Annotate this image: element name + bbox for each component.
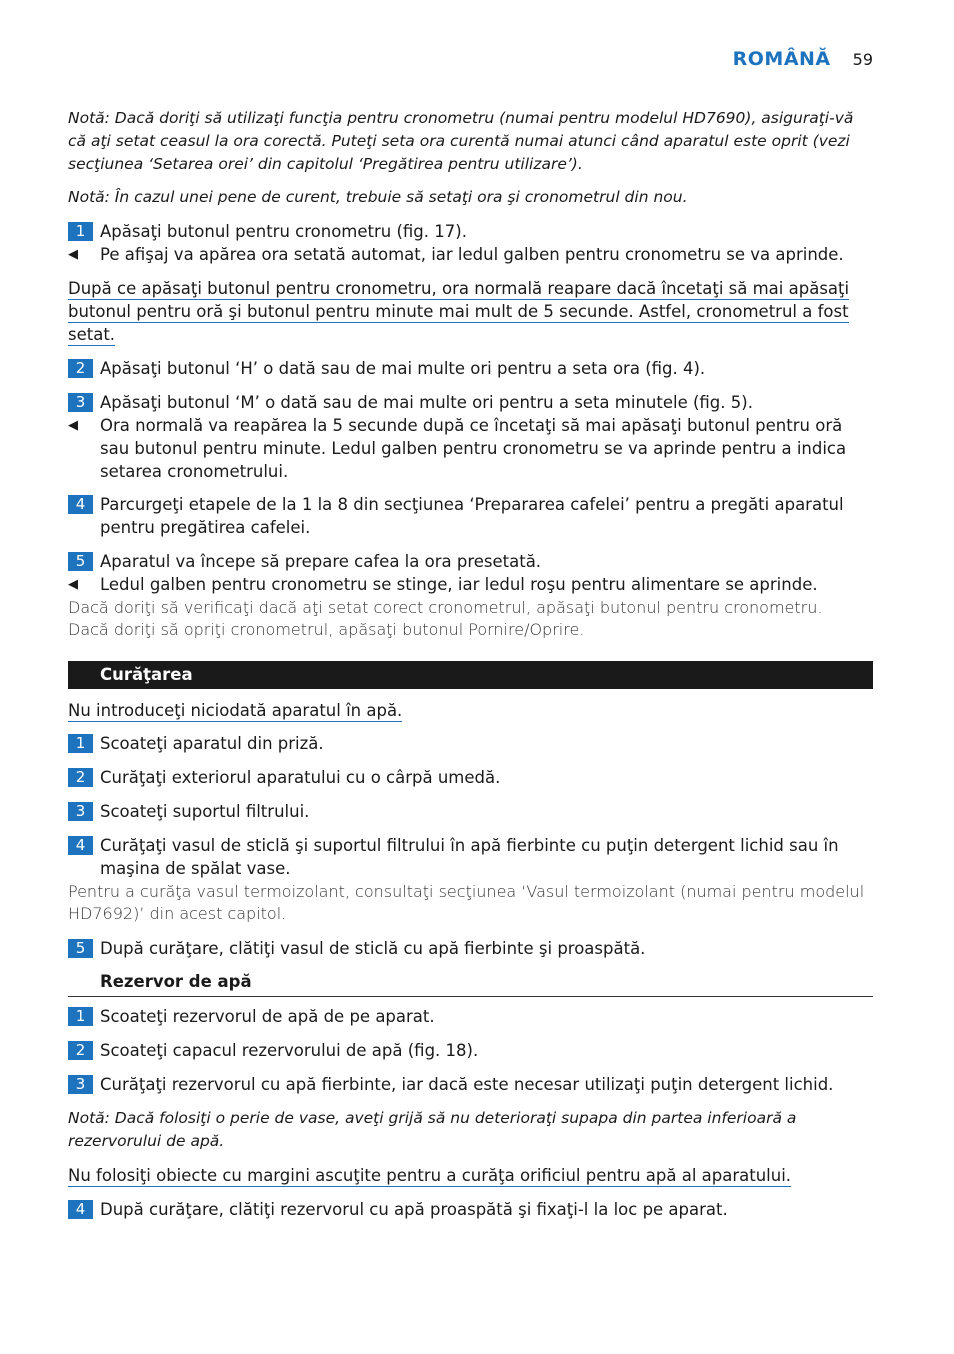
warning-water bbox=[68, 699, 402, 722]
paragraph-stop-timer: Dacă doriţi să opriţi cronometrul, apăsaţi butonul Pornire/Oprire. bbox=[68, 620, 585, 639]
page-number: 59 bbox=[852, 50, 873, 69]
note-timer-clock: Notă: Dacă doriţi să utilizaţi funcţia pentru cronometru (numai pentru modelul HD7690), asiguraţi-vă că aţi setat ceasul la ora corectă. Puteţi seta ora curentă numai atunci când aparatul este oprit (vezi secţiunea ‘Setarea orei’ din capitolul ‘Pregătirea pentru utilizare’). bbox=[68, 109, 854, 173]
step-timer-1 bbox=[68, 220, 873, 243]
paragraph-thermo-jug: Pentru a curăţa vasul termoizolant, consultaţi secţiunea ‘Vasul termoizolant (numai pentru modelul HD7692)’ din acest capitol. bbox=[68, 882, 865, 923]
step-text: Apăsaţi butonul ‘H’ o dată sau de mai multe ori pentru a seta ora (fig. 4). bbox=[100, 359, 706, 378]
step-number: 2 bbox=[68, 768, 93, 787]
subsection-title-water-tank: Rezervor de apă bbox=[100, 972, 252, 991]
warning-text: Nu introduceţi niciodată aparatul în apă. bbox=[68, 701, 403, 720]
note-brush: Notă: Dacă folosiţi o perie de vase, aveţi grijă să nu deterioraţi supapa din partea inferioară a rezervorului de apă. bbox=[68, 1109, 797, 1150]
bullet-text: Ledul galben pentru cronometru se stinge, iar ledul roşu pentru alimentare se aprinde. bbox=[100, 575, 818, 594]
step-number: 5 bbox=[68, 552, 93, 571]
bullet-timer-3 bbox=[68, 414, 873, 483]
bullet-arrow-icon: ◀ bbox=[68, 577, 78, 592]
step-text: Parcurgeţi etapele de la 1 la 8 din secţiunea ‘Prepararea cafelei’ pentru a pregăti aparatul pentru pregătirea cafelei. bbox=[100, 495, 844, 537]
step-number: 2 bbox=[68, 1041, 93, 1060]
step-clean-4 bbox=[68, 834, 873, 880]
step-timer-5 bbox=[68, 550, 873, 573]
step-tank-4 bbox=[68, 1198, 873, 1221]
step-text: Scoateţi suportul filtrului. bbox=[100, 802, 310, 821]
step-text: Curăţaţi vasul de sticlă şi suportul filtrului în apă fierbinte cu puţin detergent lichid sau în maşina de spălat vase. bbox=[100, 836, 839, 878]
step-number: 4 bbox=[68, 1200, 93, 1219]
step-timer-2 bbox=[68, 357, 873, 380]
bullet-timer-5 bbox=[68, 573, 873, 596]
page-header bbox=[733, 48, 873, 70]
step-number: 3 bbox=[68, 802, 93, 821]
step-text: Apăsaţi butonul ‘M’ o dată sau de mai multe ori pentru a seta minutele (fig. 5). bbox=[100, 393, 753, 412]
step-tank-3 bbox=[68, 1073, 873, 1096]
step-text: Aparatul va începe să prepare cafea la ora presetată. bbox=[100, 552, 542, 571]
step-text: Curăţaţi exteriorul aparatului cu o cârpă umedă. bbox=[100, 768, 501, 787]
step-timer-4 bbox=[68, 493, 873, 539]
step-number: 4 bbox=[68, 495, 93, 514]
note-power-failure: Notă: În cazul unei pene de curent, trebuie să setaţi ora şi cronometrul din nou. bbox=[68, 188, 688, 206]
step-text: După curăţare, clătiţi vasul de sticlă cu apă fierbinte şi proaspătă. bbox=[100, 939, 646, 958]
step-clean-3 bbox=[68, 800, 873, 823]
step-text: Curăţaţi rezervorul cu apă fierbinte, iar dacă este necesar utilizaţi puţin detergent lichid. bbox=[100, 1075, 834, 1094]
step-number: 2 bbox=[68, 359, 93, 378]
warning-sharp-objects bbox=[68, 1164, 791, 1187]
warning-text: Nu folosiţi obiecte cu margini ascuţite pentru a curăţa orificiul pentru apă al aparatului. bbox=[68, 1166, 792, 1185]
step-tank-1 bbox=[68, 1005, 873, 1028]
bullet-text: Pe afişaj va apărea ora setată automat, iar ledul galben pentru cronometru se va aprinde. bbox=[100, 245, 844, 264]
warning-text: După ce apăsaţi butonul pentru cronometru, ora normală reapare dacă încetaţi să mai apăsaţi butonul pentru oră şi butonul pentru minute mai mult de 5 secunde. Astfel, cronometrul a fost setat. bbox=[68, 279, 850, 344]
step-text: Scoateţi aparatul din priză. bbox=[100, 734, 324, 753]
bullet-text: Ora normală va reapărea la 5 secunde după ce încetaţi să mai apăsaţi butonul pentru oră sau butonul pentru minute. Ledul galben pentru cronometru se va aprinde pentru a indica setarea cronometrului. bbox=[100, 416, 847, 481]
section-title: Curăţarea bbox=[100, 665, 193, 684]
step-text: După curăţare, clătiţi rezervorul cu apă proaspătă şi fixaţi-l la loc pe aparat. bbox=[100, 1200, 728, 1219]
warning-timer bbox=[68, 277, 858, 346]
step-clean-1 bbox=[68, 732, 873, 755]
step-clean-2 bbox=[68, 766, 873, 789]
bullet-arrow-icon: ◀ bbox=[68, 247, 78, 262]
subsection-divider bbox=[68, 996, 873, 997]
step-text: Apăsaţi butonul pentru cronometru (fig. 17). bbox=[100, 222, 467, 241]
step-number: 3 bbox=[68, 393, 93, 412]
step-number: 3 bbox=[68, 1075, 93, 1094]
section-header-cleaning bbox=[68, 661, 873, 689]
bullet-arrow-icon: ◀ bbox=[68, 418, 78, 433]
step-timer-3 bbox=[68, 391, 873, 414]
bullet-timer-1 bbox=[68, 243, 873, 266]
step-number: 1 bbox=[68, 1007, 93, 1026]
step-number: 5 bbox=[68, 939, 93, 958]
step-text: Scoateţi capacul rezervorului de apă (fig. 18). bbox=[100, 1041, 479, 1060]
step-text: Scoateţi rezervorul de apă de pe aparat. bbox=[100, 1007, 435, 1026]
step-number: 1 bbox=[68, 222, 93, 241]
step-clean-5 bbox=[68, 937, 873, 960]
step-number: 1 bbox=[68, 734, 93, 753]
paragraph-check-timer: Dacă doriţi să verificaţi dacă aţi setat corect cronometrul, apăsaţi butonul pentru cronometru. bbox=[68, 598, 823, 617]
language-label: ROMÂNĂ bbox=[732, 48, 831, 70]
step-tank-2 bbox=[68, 1039, 873, 1062]
step-number: 4 bbox=[68, 836, 93, 855]
